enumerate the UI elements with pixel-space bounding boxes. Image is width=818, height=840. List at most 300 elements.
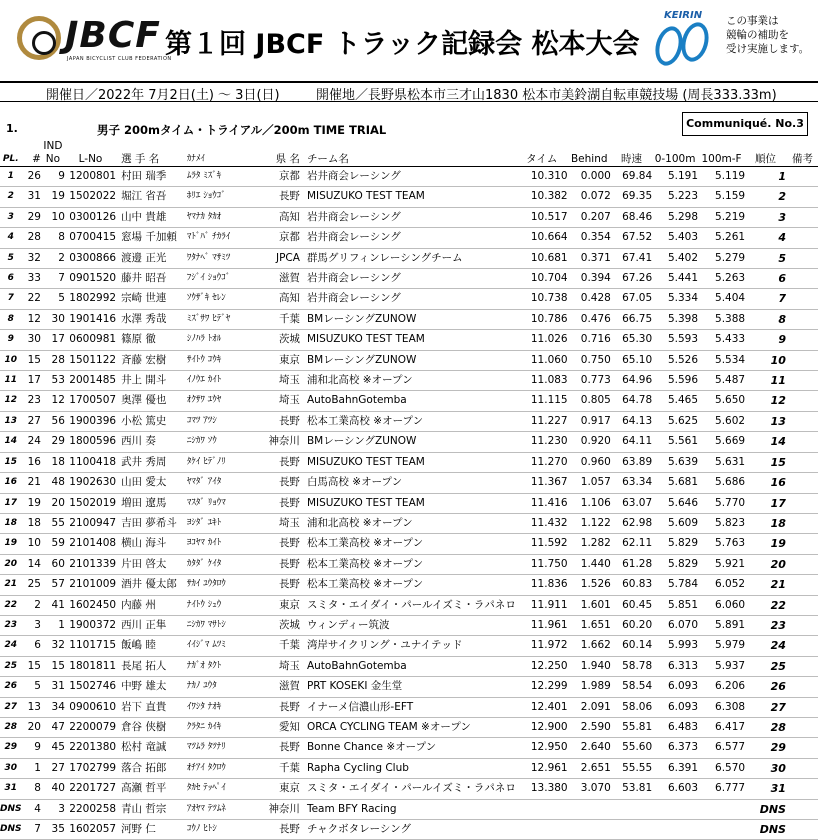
cell-split-0-100m: 5.596 xyxy=(667,374,698,387)
cell-behind: 2.091 xyxy=(580,700,611,713)
cell-place: 28 xyxy=(4,721,18,732)
col-behind: Behind xyxy=(570,153,608,165)
cell-ind-number: 28 xyxy=(51,353,65,366)
cell-license-number: 0600981 xyxy=(69,333,117,346)
cell-bib-number: 1 xyxy=(34,761,41,774)
cell-rank: 1 xyxy=(778,170,786,183)
cell-behind: 1.526 xyxy=(580,578,611,591)
cell-place: 19 xyxy=(4,538,18,549)
cell-note xyxy=(792,391,818,411)
cell-bib-number: 4 xyxy=(34,802,41,815)
cell-team-name: 松本工業高校 ※オープン xyxy=(306,537,424,550)
page-title: 第１回 JBCF トラック記録会 松本大会 xyxy=(165,29,640,60)
cell-place: 30 xyxy=(4,762,18,773)
cell-rank: 24 xyxy=(770,639,786,653)
cell-split-100m-f: 5.404 xyxy=(715,292,746,305)
cell-bib-number: 6 xyxy=(34,639,41,652)
cell-split-0-100m: 5.398 xyxy=(667,312,698,325)
cell-place: 5 xyxy=(7,252,14,263)
cell-rider-kana: ﾔﾏﾀﾞ ｱｲﾀ xyxy=(186,477,222,488)
cell-rank: 15 xyxy=(770,455,786,469)
cell-team-name: 岩井商会レーシング xyxy=(306,170,401,182)
cell-place: 4 xyxy=(7,232,14,243)
cell-split-0-100m: 6.603 xyxy=(667,782,698,795)
cell-rider-kana: ｻｲﾄｳ ｺｳｷ xyxy=(186,354,222,365)
cell-rider-kana: ｺｳﾉ ﾋﾄｼ xyxy=(186,824,217,834)
cell-bib-number: 29 xyxy=(27,210,41,223)
cell-split-0-100m: 5.829 xyxy=(667,557,698,570)
cell-rider-name: 奥澤 優也 xyxy=(121,394,167,407)
cell-note xyxy=(792,758,818,778)
cell-time: 12.900 xyxy=(530,720,568,733)
table-row xyxy=(0,228,818,248)
cell-rider-name: 山田 愛太 xyxy=(121,476,167,489)
cell-speed: 67.26 xyxy=(622,272,653,285)
cell-time: 12.299 xyxy=(530,680,568,693)
table-row xyxy=(0,350,818,370)
cell-rider-kana: ｵｸｻﾜ ﾕｳﾔ xyxy=(186,395,222,406)
cell-time: 11.230 xyxy=(530,435,568,448)
cell-prefecture: 長野 xyxy=(278,476,300,489)
keirin-logo xyxy=(650,10,720,70)
cell-split-100m-f: 5.631 xyxy=(715,455,746,468)
cell-speed: 62.98 xyxy=(622,516,653,529)
cell-behind: 0.750 xyxy=(580,353,611,366)
cell-split-100m-f: 5.119 xyxy=(715,170,746,182)
cell-bib-number: 32 xyxy=(27,251,41,264)
cell-license-number: 2101009 xyxy=(69,578,117,591)
cell-speed: 55.60 xyxy=(622,741,653,754)
cell-rank: 7 xyxy=(778,292,786,306)
cell-speed: 66.75 xyxy=(622,312,653,325)
cell-team-name: スミタ・エイダイ・パールイズミ・ラパネロ xyxy=(306,598,516,611)
table-row xyxy=(0,615,818,635)
col-pref: 県 名 xyxy=(275,153,300,165)
cell-split-0-100m xyxy=(652,820,698,840)
cell-time: 10.681 xyxy=(530,251,568,264)
cell-behind: 0.394 xyxy=(580,272,611,285)
cell-note xyxy=(792,575,818,595)
cell-rider-kana: ﾅｶﾞｵ ﾀｸﾄ xyxy=(186,660,222,671)
cell-ind-number: 41 xyxy=(51,598,65,611)
cell-split-100m-f: 5.891 xyxy=(715,618,746,631)
cell-speed: 63.07 xyxy=(622,496,653,509)
cell-rider-kana: ｺﾏﾂ ｱﾂｼ xyxy=(186,415,217,426)
cell-split-0-100m: 5.593 xyxy=(667,333,698,346)
cell-note xyxy=(792,371,818,391)
cell-note xyxy=(792,820,818,840)
cell-bib-number: 16 xyxy=(27,455,41,468)
cell-time: 11.416 xyxy=(530,496,568,509)
cell-license-number: 0700415 xyxy=(69,231,117,244)
cell-license-number: 1900396 xyxy=(69,414,117,427)
cell-time: 11.911 xyxy=(530,598,568,611)
cell-speed: 65.30 xyxy=(622,333,653,346)
cell-time: 12.401 xyxy=(530,700,568,713)
cell-behind: 1.940 xyxy=(580,659,611,672)
cell-ind-number: 55 xyxy=(51,516,65,529)
cell-rider-name: 藤井 昭吾 xyxy=(121,272,167,285)
cell-license-number: 0300126 xyxy=(69,210,117,223)
cell-note xyxy=(792,309,818,329)
cell-prefecture: 長野 xyxy=(278,557,300,570)
cell-place: 2 xyxy=(7,191,14,202)
cell-license-number: 1700507 xyxy=(69,394,117,407)
cell-split-100m-f: 6.577 xyxy=(715,741,746,754)
cell-bib-number: 31 xyxy=(27,190,41,203)
cell-note xyxy=(792,269,818,289)
cell-rider-kana: ﾅｶﾉ ﾕｳﾀ xyxy=(186,681,217,692)
cell-rank: 22 xyxy=(770,598,786,612)
cell-note xyxy=(792,636,818,656)
table-row xyxy=(0,534,818,554)
cell-split-0-100m: 5.646 xyxy=(667,496,698,509)
cell-rank: 5 xyxy=(778,251,786,265)
cell-rank: 3 xyxy=(778,210,786,224)
cell-note xyxy=(792,432,818,452)
cell-time: 10.738 xyxy=(530,292,568,305)
cell-rider-name: 岩下 直貴 xyxy=(121,700,167,713)
cell-split-100m-f: 6.052 xyxy=(715,578,746,591)
cell-note xyxy=(792,717,818,737)
cell-prefecture: 埼玉 xyxy=(278,659,300,672)
cell-rider-name: 倉谷 侠樹 xyxy=(121,720,167,733)
cell-split-100m-f: 5.534 xyxy=(715,353,746,366)
cell-behind: 3.070 xyxy=(580,782,611,795)
cell-behind: 0.917 xyxy=(580,414,611,427)
event-name: 男子 200mタイム・トライアル／200m TIME TRIAL xyxy=(97,123,387,137)
cell-time: 11.083 xyxy=(530,374,568,387)
cell-prefecture: 茨城 xyxy=(278,333,300,346)
cell-behind: 1.989 xyxy=(580,680,611,693)
cell-split-0-100m: 6.483 xyxy=(667,720,698,733)
cell-place: 14 xyxy=(4,436,18,447)
cell-rider-kana: ﾑﾗﾀ ﾐｽﾞｷ xyxy=(186,171,222,181)
cell-speed: 69.35 xyxy=(622,190,653,203)
cell-ind-number: 7 xyxy=(58,272,65,285)
cell-behind: 1.662 xyxy=(580,639,611,652)
col-team: チーム名 xyxy=(306,153,349,165)
cell-prefecture: 神奈川 xyxy=(268,802,300,815)
cell-license-number: 0901520 xyxy=(69,272,117,285)
cell-speed: 67.41 xyxy=(622,251,653,264)
table-row xyxy=(0,677,818,697)
cell-place: 24 xyxy=(4,640,18,651)
cell-speed: 67.05 xyxy=(622,292,653,305)
cell-prefecture: 長野 xyxy=(278,455,300,468)
col-rank: 順位 xyxy=(755,153,777,165)
cell-split-100m-f: 5.921 xyxy=(715,557,746,570)
cell-speed: 68.46 xyxy=(622,210,653,223)
table-row xyxy=(0,636,818,656)
cell-behind: 2.590 xyxy=(580,720,611,733)
cell-license-number: 1200801 xyxy=(69,170,117,182)
cell-behind: 1.122 xyxy=(580,516,611,529)
cell-note xyxy=(792,167,818,187)
cell-ind-number: 53 xyxy=(51,374,65,387)
cell-team-name: イナーメ信濃山形-EFT xyxy=(306,700,414,713)
cell-split-0-100m: 5.526 xyxy=(667,353,698,366)
col-time: タイム xyxy=(526,153,558,165)
cell-split-100m-f: 6.308 xyxy=(715,700,746,713)
cell-note xyxy=(792,473,818,493)
cell-ind-number: 15 xyxy=(51,659,65,672)
cell-note xyxy=(792,697,818,717)
cell-split-0-100m xyxy=(652,799,698,819)
cell-bib-number: 3 xyxy=(34,618,41,631)
cell-split-100m-f: 5.219 xyxy=(715,210,746,223)
cell-rider-name: 篠原 徹 xyxy=(121,333,156,346)
cell-rank: 28 xyxy=(770,720,786,734)
cell-license-number: 1602450 xyxy=(69,598,117,611)
keirin-ring-icon xyxy=(677,19,712,64)
cell-rank: 21 xyxy=(770,578,786,592)
cell-team-name: 松本工業高校 ※オープン xyxy=(306,578,424,591)
col-speed: 時速 xyxy=(620,153,642,165)
cell-split-0-100m: 6.093 xyxy=(667,700,698,713)
cell-prefecture: 千葉 xyxy=(278,761,300,774)
jbcf-ring-icon xyxy=(17,16,61,60)
cell-split-100m-f: 5.686 xyxy=(715,476,746,489)
cell-team-name: PRT KOSEKI 金生堂 xyxy=(306,680,403,693)
cell-team-name: 岩井商会レーシング xyxy=(306,292,401,305)
cell-team-name: 岩井商会レーシング xyxy=(306,210,401,223)
table-row xyxy=(0,554,818,574)
cell-rider-kana: ﾏｽﾀﾞ ﾘｮｳﾏ xyxy=(186,497,226,508)
cell-team-name: 群馬グリフィンレーシングチーム xyxy=(306,251,463,264)
cell-license-number: 1702799 xyxy=(69,761,117,774)
cell-split-100m-f: 5.650 xyxy=(715,394,746,407)
cell-place: 13 xyxy=(4,415,18,426)
col-100m-f: 100m-F xyxy=(701,153,742,165)
cell-speed: 60.20 xyxy=(622,618,653,631)
cell-bib-number: 2 xyxy=(34,598,41,611)
cell-rider-name: 窓場 千加頼 xyxy=(121,231,177,244)
cell-rider-name: 西川 奏 xyxy=(121,435,156,448)
cell-place: 10 xyxy=(4,354,18,365)
cell-place: 29 xyxy=(4,742,18,753)
table-row xyxy=(0,656,818,676)
cell-ind-number: 2 xyxy=(58,251,65,264)
table-row xyxy=(0,513,818,533)
cell-note xyxy=(792,799,818,819)
table-row xyxy=(0,697,818,717)
cell-speed: 65.10 xyxy=(622,353,653,366)
cell-rider-kana: ｶﾀﾀﾞ ｹｲﾀ xyxy=(186,558,222,569)
cell-rank: 9 xyxy=(778,333,786,347)
cell-note xyxy=(792,656,818,676)
cell-speed xyxy=(611,820,652,840)
cell-behind: 0.000 xyxy=(580,170,611,182)
col-0-100m: 0-100m xyxy=(654,153,696,165)
cell-license-number: 2101339 xyxy=(69,557,117,570)
cell-ind-number: 56 xyxy=(51,414,65,427)
col-note: 備考 xyxy=(791,153,813,165)
table-row xyxy=(0,575,818,595)
cell-ind-number: 5 xyxy=(58,292,65,305)
cell-rider-name: 横山 海斗 xyxy=(121,537,167,550)
cell-license-number: 1502019 xyxy=(69,496,117,509)
cell-rank: 13 xyxy=(770,414,786,428)
cell-rider-kana: ｲｲｼﾞﾏ ﾑﾂﾐ xyxy=(186,640,226,651)
cell-bib-number: 22 xyxy=(27,292,41,305)
cell-rank: DNS xyxy=(759,802,786,816)
event-venue: 開催地／長野県松本市三才山1830 松本市美鈴湖自転車競技場 (周長333.33m) xyxy=(316,88,777,103)
cell-ind-number: 12 xyxy=(51,394,65,407)
table-row xyxy=(0,248,818,268)
cell-split-100m-f: 6.570 xyxy=(715,761,746,774)
cell-place: 11 xyxy=(4,375,18,386)
table-row xyxy=(0,799,818,819)
cell-prefecture: 東京 xyxy=(278,353,300,366)
cell-rider-name: 井上 開斗 xyxy=(121,374,167,387)
cell-time: 11.836 xyxy=(530,578,568,591)
table-row xyxy=(0,452,818,472)
cell-team-name: BMレーシングZUNOW xyxy=(306,312,417,325)
cell-license-number: 2201727 xyxy=(69,782,117,795)
cell-time: 11.592 xyxy=(530,537,568,550)
cell-speed: 61.28 xyxy=(622,557,653,570)
cell-rider-name: 松村 竜誠 xyxy=(121,741,167,754)
cell-rider-name: 宗崎 世連 xyxy=(121,292,167,305)
cell-time: 10.310 xyxy=(530,170,568,182)
cell-license-number: 1900372 xyxy=(69,618,117,631)
cell-split-100m-f: 6.417 xyxy=(715,720,746,733)
cell-team-name: Rapha Cycling Club xyxy=(306,761,409,774)
cell-license-number: 1801811 xyxy=(69,659,117,672)
cell-ind-number: 17 xyxy=(51,333,65,346)
cell-behind: 0.960 xyxy=(580,455,611,468)
cell-rider-name: 青山 哲宗 xyxy=(121,802,167,815)
cell-time: 11.060 xyxy=(530,353,568,366)
cell-rider-kana: ｱｵﾔﾏ ﾃﾂﾑﾈ xyxy=(186,803,226,814)
results-table xyxy=(0,138,818,840)
cell-split-100m-f: 6.777 xyxy=(715,782,746,795)
cell-team-name: 浦和北高校 ※オープン xyxy=(306,374,413,387)
cell-rider-name: 増田 遼馬 xyxy=(121,496,167,509)
cell-team-name: 白馬高校 ※オープン xyxy=(306,476,403,489)
cell-rider-name: 渡邊 正光 xyxy=(121,251,167,264)
cell-rider-kana: ﾐｽﾞｻﾜ ﾋﾃﾞﾔ xyxy=(186,313,231,324)
cell-license-number: 1501122 xyxy=(69,353,117,366)
cell-place: 15 xyxy=(4,456,18,467)
cell-rider-kana: ﾅｲﾄｳ ｼｭｳ xyxy=(186,599,222,610)
cell-bib-number: 7 xyxy=(34,823,41,835)
cell-time: 10.382 xyxy=(530,190,568,203)
cell-team-name: 湾岸サイクリング・ユナイテッド xyxy=(306,639,463,652)
cell-place: 1 xyxy=(7,171,14,181)
cell-time: 13.380 xyxy=(530,782,568,795)
cell-place: 31 xyxy=(4,783,18,794)
cell-ind-number: 48 xyxy=(51,476,65,489)
table-row xyxy=(0,738,818,758)
cell-note xyxy=(792,513,818,533)
cell-rank: 2 xyxy=(778,190,786,204)
cell-ind-number: 18 xyxy=(51,455,65,468)
cell-speed: 64.96 xyxy=(622,374,653,387)
cell-behind: 0.920 xyxy=(580,435,611,448)
cell-rider-kana: ﾏﾄﾞﾊﾞ ﾁｶﾗｲ xyxy=(186,232,231,243)
cell-bib-number: 20 xyxy=(27,720,41,733)
cell-prefecture: 埼玉 xyxy=(278,516,300,529)
cell-team-name: MISUZUKO TEST TEAM xyxy=(306,333,425,346)
cell-license-number: 1902630 xyxy=(69,476,117,489)
cell-ind-number: 1 xyxy=(58,618,65,631)
cell-rider-kana: ﾎﾘｴ ｼｮｳｺﾞ xyxy=(186,191,226,202)
cell-split-0-100m: 5.681 xyxy=(667,476,698,489)
cell-split-0-100m: 5.625 xyxy=(667,414,698,427)
cell-rank: 14 xyxy=(770,435,786,449)
cell-rider-name: 堀江 省吾 xyxy=(121,190,167,203)
cell-ind-number: 32 xyxy=(51,639,65,652)
cell-split-100m-f: 5.279 xyxy=(715,251,746,264)
cell-split-100m-f: 6.206 xyxy=(715,680,746,693)
cell-ind-number: 45 xyxy=(51,741,65,754)
cell-behind: 0.072 xyxy=(580,190,611,203)
table-row xyxy=(0,779,818,799)
cell-ind-number: 29 xyxy=(51,435,65,448)
cell-bib-number: 15 xyxy=(27,353,41,366)
cell-ind-number: 19 xyxy=(51,190,65,203)
cell-speed: 64.13 xyxy=(622,414,653,427)
cell-split-100m-f: 5.388 xyxy=(715,312,746,325)
cell-ind-number: 35 xyxy=(51,823,65,835)
cell-prefecture: 愛知 xyxy=(278,720,300,733)
cell-note xyxy=(792,248,818,268)
cell-rider-name: 酒井 優太郎 xyxy=(121,578,177,591)
cell-bib-number: 21 xyxy=(27,476,41,489)
cell-team-name: スミタ・エイダイ・パールイズミ・ラパネロ xyxy=(306,782,516,795)
cell-place: 16 xyxy=(4,477,18,488)
cell-time: 11.961 xyxy=(530,618,568,631)
cell-split-0-100m: 6.070 xyxy=(667,618,698,631)
cell-split-100m-f: 5.669 xyxy=(715,435,746,448)
cell-rider-name: 吉田 夢希斗 xyxy=(121,516,177,529)
cell-ind-number: 8 xyxy=(58,231,65,244)
cell-prefecture: 滋賀 xyxy=(278,272,300,285)
cell-note xyxy=(792,207,818,227)
cell-ind-number: 20 xyxy=(51,496,65,509)
table-header-row xyxy=(0,138,818,167)
cell-split-0-100m: 5.403 xyxy=(667,231,698,244)
cell-team-name: 松本工業高校 ※オープン xyxy=(306,414,424,427)
cell-bib-number: 8 xyxy=(34,782,41,795)
cell-place: 23 xyxy=(4,619,18,630)
cell-time: 11.227 xyxy=(530,414,568,427)
cell-speed: 58.78 xyxy=(622,659,653,672)
cell-prefecture: 高知 xyxy=(278,292,300,305)
col-name: 選 手 名 xyxy=(121,153,160,165)
cell-prefecture: 長野 xyxy=(278,741,300,754)
cell-place: 27 xyxy=(4,701,18,712)
cell-time xyxy=(516,820,568,840)
cell-rank: 10 xyxy=(770,353,786,367)
cell-behind: 0.354 xyxy=(580,231,611,244)
cell-place: 3 xyxy=(7,211,14,222)
cell-split-100m-f: 5.261 xyxy=(715,231,746,244)
cell-team-name: 松本工業高校 ※オープン xyxy=(306,557,424,570)
cell-rider-kana: ﾜﾀﾅﾍﾞ ﾏｻﾐﾂ xyxy=(186,252,231,263)
cell-bib-number: 10 xyxy=(27,537,41,550)
cell-prefecture: 長野 xyxy=(278,537,300,550)
cell-ind-number: 34 xyxy=(51,700,65,713)
cell-split-100m-f: 5.159 xyxy=(715,190,746,203)
cell-rank: 17 xyxy=(770,496,786,510)
cell-time: 11.367 xyxy=(530,476,568,489)
cell-license-number: 1901416 xyxy=(69,312,117,325)
cell-prefecture: 茨城 xyxy=(278,618,300,631)
cell-split-0-100m: 5.561 xyxy=(667,435,698,448)
